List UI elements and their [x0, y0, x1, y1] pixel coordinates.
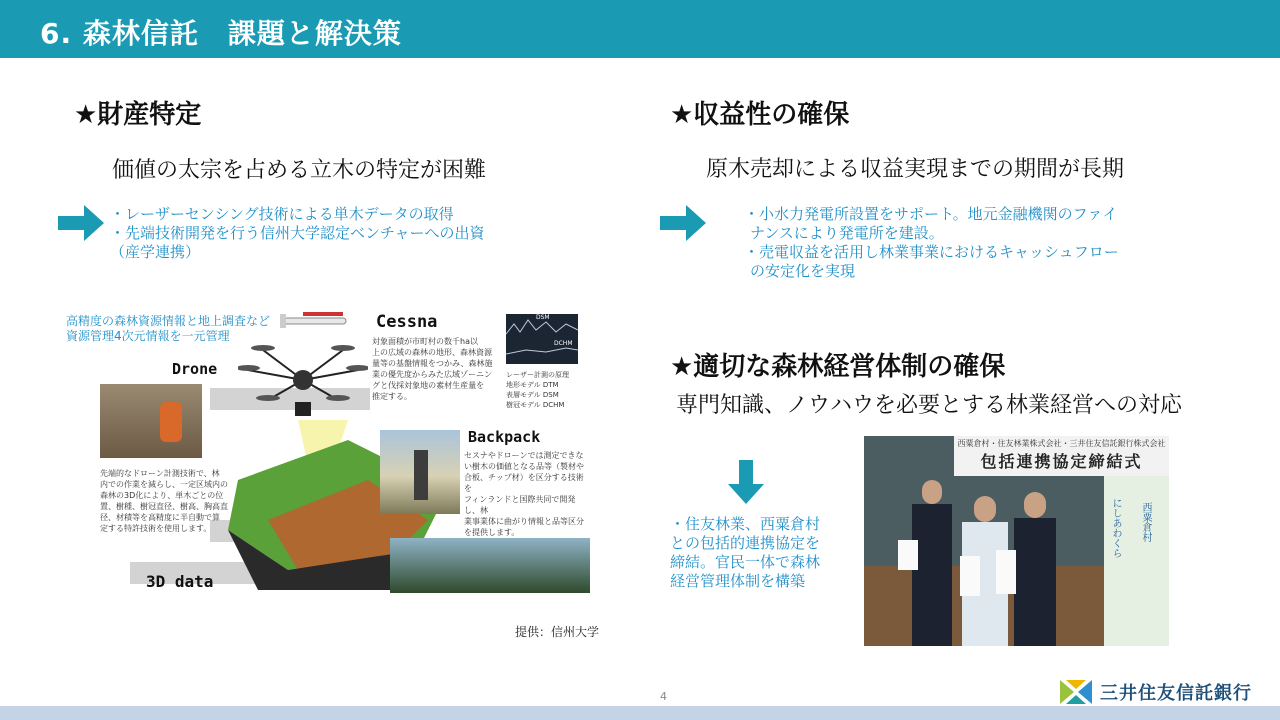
right-top-bullet-3: ・売電収益を活用し林業事業におけるキャッシュフロー [744, 243, 1119, 261]
right-bottom-bullet-4: 経営管理体制を構築 [670, 572, 806, 590]
drone-icon [238, 340, 368, 430]
data3d-label: 3D data [146, 572, 214, 591]
left-heading: ★財産特定 [74, 100, 202, 130]
right-bottom-subheading: 専門知識、ノウハウを必要とする林業経営への対応 [676, 393, 1183, 418]
right-top-bullets [744, 205, 1119, 281]
right-top-bullet-4: の安定化を実現 [750, 262, 856, 280]
cessna-text: 対象面積が市町村の数千ha以 上の広域の森林の地形、森林資源 量等の基盤情報をつかみ、森林施 業の優先度からみた広域ゾーニン グと伐採対象地の素材生産量を 推定する。 [372, 337, 493, 401]
right-top-bullet-2: ナンスにより発電所を建設。 [750, 224, 944, 242]
backpack-text: セスナやドローンでは測定できな い樹木の価値となる品等（製材や 合板、チップ材）を区分する技術を フィンランドと国際共同で開発し、林 業事業体に曲がり情報と品等区分 を提供します。 [464, 451, 584, 537]
page-number: 4 [660, 690, 667, 703]
left-bullet-3: （産学連携） [110, 243, 201, 261]
drone-label: Drone [172, 360, 218, 378]
laser-text: レーザー計測の原理 地形モデル DTM 表層モデル DSM 樹冠モデル DCHM [506, 371, 569, 409]
logo-mark-icon [1060, 680, 1092, 704]
company-logo [1060, 678, 1252, 706]
right-top-bullet-1: ・小水力発電所設置をサポート。地元金融機関のファイ [744, 205, 1118, 223]
right-bottom-heading: ★適切な森林経営体制の確保 [670, 352, 1006, 382]
right-arrow-icon [660, 205, 706, 241]
slide-title: 6. 森林信託 課題と解決策 [40, 17, 402, 50]
left-subheading: 価値の太宗を占める立木の特定が困難 [112, 158, 487, 183]
right-bottom-bullet-2: との包括的連携協定を [670, 534, 821, 552]
title-bar [0, 0, 1280, 58]
right-bottom-bullet-3: 締結。官民一体で森林 [670, 553, 821, 571]
document-2 [960, 556, 980, 596]
left-bullet-2: ・先端技術開発を行う信州大学認定ベンチャーへの出資 [110, 224, 485, 242]
right-bottom-bullets [670, 515, 820, 591]
right-top-subheading: 原木売却による収益実現までの期間が長期 [706, 157, 1125, 182]
laser-diagram: DSM DCHM [506, 314, 578, 364]
down-arrow-icon [728, 460, 764, 504]
right-arrow-icon [58, 205, 104, 241]
village-panel: にしあわくら 西粟倉村 [1104, 476, 1169, 646]
right-bottom-bullet-1: ・住友林業、西粟倉村 [670, 515, 821, 533]
image-credit: 提供：信州大学 [515, 625, 600, 639]
figure-intro: 高精度の森林資源情報と地上調査など 資源管理4次元情報を一元管理 [66, 314, 271, 343]
drone-text: 先端的なドローン計測技術で、林 内での作業を減らし、一定区域内の 森林の3D化により、単木ごとの位 置、樹種、樹冠直径、樹高、胸高直 径、材積等を高精度に半自動で算 定する特許技術を使用します。 [100, 469, 228, 533]
forest-photo [390, 538, 590, 593]
document-1 [898, 540, 918, 570]
cessna-label: Cessna [376, 312, 438, 332]
document-3 [996, 550, 1016, 594]
cessna-icon [278, 308, 358, 334]
person-3 [1014, 492, 1056, 646]
forest-sensing-figure [60, 300, 590, 595]
right-top-heading: ★収益性の確保 [670, 100, 850, 130]
footer-bar [0, 706, 1280, 720]
backpack-photo [380, 430, 460, 514]
person-1 [912, 480, 952, 646]
drone-photo [100, 384, 202, 458]
signing-ceremony-photo [864, 436, 1169, 646]
left-bullet-1: ・レーザーセンシング技術による単木データの取得 [110, 205, 454, 223]
logo-text: 三井住友信託銀行 [1100, 683, 1252, 704]
ceremony-banner: 西粟倉村・住友林業株式会社・三井住友信託銀行株式会社 包括連携協定締結式 [954, 436, 1169, 476]
left-bullets [110, 205, 485, 262]
backpack-label: Backpack [468, 428, 541, 446]
